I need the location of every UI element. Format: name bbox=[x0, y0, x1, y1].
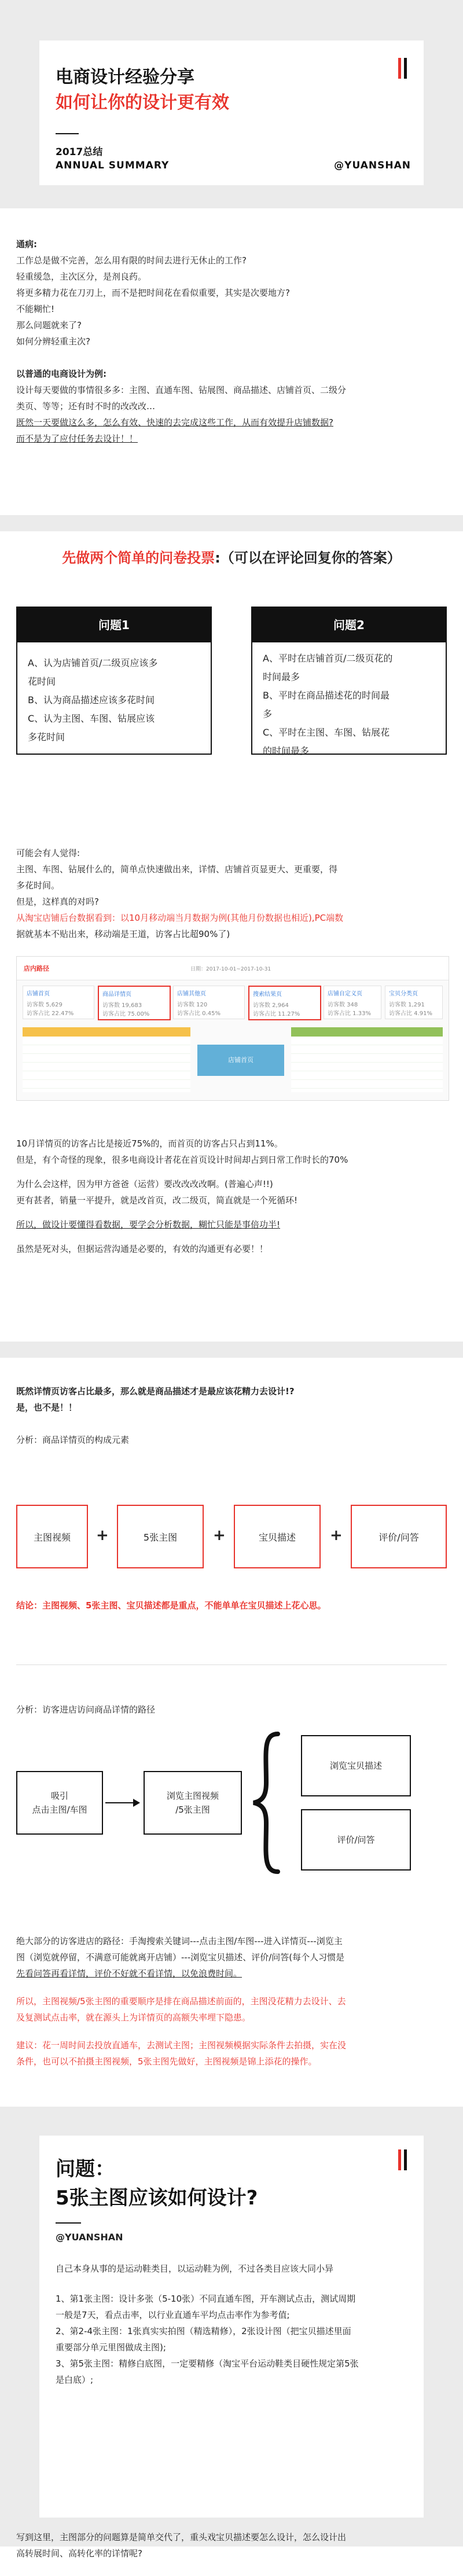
metric-name: 店铺其他页 bbox=[177, 991, 206, 997]
q1-option: 花时间 bbox=[28, 676, 56, 687]
metric-share: 访客占比 22.47% bbox=[27, 1010, 74, 1017]
footer-body bbox=[56, 2261, 403, 2388]
metric-card-highlight bbox=[248, 986, 321, 1020]
footer-card bbox=[39, 2136, 424, 2518]
analysis-line: 虽然是死对头，但据运营沟通是必要的，有效的沟通更有必要！！ bbox=[16, 1244, 269, 1254]
metric-value: 访客数 5,629 bbox=[27, 1002, 63, 1008]
metric-share: 访客占比 75.00% bbox=[102, 1011, 150, 1017]
footer-author: @YUANSHAN bbox=[56, 2232, 123, 2243]
header-title-line2: 如何让你的设计更有效 bbox=[56, 93, 229, 113]
intro-line: 工作总是做不完善，怎么用有限的时间去进行无休止的工作? bbox=[16, 255, 247, 266]
metric-share: 访客占比 11.27% bbox=[253, 1011, 300, 1017]
metric-value: 访客数 120 bbox=[177, 1002, 208, 1008]
vote-title-red: 先做两个简单的问卷投票 bbox=[62, 550, 215, 566]
path-line: 先看问答再看详情，评价不好就不看详情，以免浪费时间。 bbox=[16, 1968, 242, 1979]
dashboard-date: 日期：2017-10-01~2017-10-31 bbox=[190, 967, 271, 972]
conclusion-text: 结论：主图视频、5张主图、宝贝描述都是重点，不能单单在宝贝描述上花心思。 bbox=[16, 1600, 326, 1611]
black-accent-bar bbox=[404, 58, 407, 79]
intro-line: 如何分辨轻重主次? bbox=[16, 336, 90, 347]
opinion-line: 多花时间。 bbox=[16, 880, 60, 891]
daily-line: 既然一天要做这么多，怎么有效、快速的去完成这些工作，从而有效提升店铺数据? bbox=[16, 417, 333, 428]
q1-option: C、认为主图、车图、钻展应该 bbox=[28, 713, 155, 724]
element-box-main-images: 5张主图 bbox=[117, 1505, 204, 1568]
analysis-label: 分析：商品详情页的构成元素 bbox=[16, 1435, 130, 1445]
header-divider bbox=[56, 133, 79, 134]
data-note: 从淘宝店铺后台数据看到：以10月移动端当月数据为例(其他月份数据也相近),PC端数 bbox=[16, 913, 344, 923]
plus-sign: + bbox=[330, 1527, 343, 1544]
intro-line: 不能糊忙! bbox=[16, 304, 55, 314]
q2-option: C、平时在主图、车图、钻展花 bbox=[263, 727, 390, 738]
question-1-head: 问题1 bbox=[17, 608, 211, 642]
footer-line: 1、第1张主图：设计多张（5-10张）不同直通车图，开车测试点击，测试周期 bbox=[56, 2294, 356, 2304]
metric-card bbox=[385, 986, 443, 1019]
q1-option: A、认为店铺首页/二级页应该多 bbox=[28, 657, 158, 668]
closing-line: 高转展时间、高转化率的详情呢? bbox=[16, 2548, 142, 2559]
footer-line: 一般是7天，看点击率，以行业直通车平均点击率作为参考值; bbox=[56, 2310, 290, 2320]
daily-line: 而不是为了应付任务去设计！！ bbox=[16, 433, 138, 444]
opinion-section bbox=[16, 845, 447, 942]
closing-line: 写到这里，主图部分的问题算是简单交代了，重头戏宝贝描述要怎么设计，怎么设计出 bbox=[16, 2532, 347, 2542]
q2-option: A、平时在店铺首页/二级页花的 bbox=[263, 653, 393, 664]
table-row bbox=[23, 1054, 190, 1063]
section-separator bbox=[0, 515, 463, 531]
divider-line bbox=[16, 1664, 447, 1665]
analysis-line: 更有甚者，销量一平提升，就是改首页，改二级页，简直就是一个死循环! bbox=[16, 1195, 298, 1206]
intro-line: 轻重缓急，主次区分，是剂良药。 bbox=[16, 271, 147, 282]
flow-step-click bbox=[16, 1771, 103, 1835]
path-analysis-label: 分析：访客进店访问商品详情的路径 bbox=[16, 1704, 156, 1715]
footer-line: 重要部分单元里图做成主图); bbox=[56, 2342, 166, 2353]
metric-name: 店铺自定义页 bbox=[328, 991, 362, 997]
path-explanation bbox=[16, 1933, 447, 2070]
table-row bbox=[291, 1071, 443, 1080]
flow-arrow bbox=[105, 1802, 134, 1803]
summary-label: ANNUAL SUMMARY bbox=[56, 160, 170, 171]
daily-line: 设计每天要做的事情很多多：主图、直通车图、钻展图、商品描述、店铺首页、二级分 bbox=[16, 385, 347, 395]
analysis-line: 10月详情页的访客占比是接近75%的，而首页的访客占只占到11%。 bbox=[16, 1138, 283, 1149]
flow-step-browse-line: /5张主图 bbox=[175, 1805, 210, 1815]
flow-branch-description: 浏览宝贝描述 bbox=[301, 1735, 411, 1796]
table-row bbox=[291, 1080, 443, 1089]
table-row bbox=[23, 1080, 190, 1089]
metric-name: 宝贝分类页 bbox=[389, 991, 418, 997]
vote-title-black: :（可以在评论回复你的答案） bbox=[215, 550, 401, 566]
section-separator bbox=[0, 1342, 463, 1358]
intro-heading: 通病: bbox=[16, 239, 37, 249]
metric-card bbox=[324, 986, 381, 1019]
opinion-line: 可能会有人觉得: bbox=[16, 848, 80, 858]
header-title-line1: 电商设计经验分享 bbox=[56, 67, 194, 87]
table-row bbox=[291, 1054, 443, 1063]
flow-step-browse-line: 浏览主图视频 bbox=[166, 1791, 219, 1801]
flow-step-browse-main bbox=[144, 1771, 242, 1835]
closing-text bbox=[16, 2529, 447, 2562]
red-accent-bar bbox=[398, 2149, 401, 2170]
question-2-head: 问题2 bbox=[252, 608, 446, 642]
year-label: 2017总结 bbox=[56, 146, 103, 158]
store-path-dashboard bbox=[16, 956, 449, 1101]
dashboard-table-left bbox=[23, 1027, 190, 1092]
metric-card-highlight bbox=[98, 986, 171, 1020]
conclusion bbox=[16, 1597, 447, 1614]
path-line: 及复测试点击率，就在源头上为详情页的高额失率埋下隐患。 bbox=[16, 2012, 251, 2023]
question-1-card bbox=[16, 607, 212, 755]
table-row bbox=[23, 1071, 190, 1080]
q1-option: B、认为商品描述应该多花时间 bbox=[28, 694, 155, 705]
intro-section bbox=[16, 236, 447, 447]
metric-share: 访客占比 4.91% bbox=[389, 1010, 432, 1017]
footer-line: 3、第5张主图：精修白底图，一定要精修（淘宝平台运动鞋类目硬性规定第5张 bbox=[56, 2358, 359, 2369]
table-header bbox=[291, 1027, 443, 1037]
metric-value: 访客数 1,291 bbox=[389, 1002, 425, 1008]
path-line: 所以，主图视频/5张主图的重要顺序是排在商品描述前面的，主图没花精力去设计、去 bbox=[16, 1996, 346, 2007]
metric-share: 访客占比 1.33% bbox=[328, 1010, 371, 1017]
opinion-line: 但是，这样真的对吗? bbox=[16, 896, 99, 907]
daily-heading: 以普通的电商设计为例: bbox=[16, 369, 106, 379]
flow-step-click-line: 点击主图/车图 bbox=[32, 1805, 87, 1815]
plus-sign: + bbox=[96, 1527, 109, 1544]
metric-card bbox=[23, 986, 94, 1019]
flow-brace bbox=[249, 1730, 284, 1875]
metric-value: 访客数 2,964 bbox=[253, 1002, 289, 1009]
table-row bbox=[291, 1037, 443, 1045]
element-box-video: 主图视频 bbox=[16, 1505, 88, 1568]
analysis-section bbox=[16, 1136, 447, 1257]
analysis-line: 但是，有个奇怪的现象，很多电商设计者花在首页设计时间却占到日常工作时长的70% bbox=[16, 1155, 348, 1165]
metric-value: 访客数 19,683 bbox=[102, 1002, 142, 1009]
metric-name: 商品详情页 bbox=[102, 991, 131, 998]
dashboard-table-right bbox=[291, 1027, 443, 1092]
question-line: 既然详情页访客占比最多，那么就是商品描述才是最应该花精力去设计!? bbox=[16, 1386, 295, 1397]
analysis-line: 所以，做设计要懂得看数据，要学会分析数据，糊忙只能是事倍功半! bbox=[16, 1219, 281, 1230]
q1-option: 多花时间 bbox=[28, 732, 65, 743]
suggestion-line: 条件，也可以不拍摄主图视频，5张主图先做好，主图视频是锦上添花的操作。 bbox=[16, 2056, 317, 2067]
flow-step-click-line: 吸引 bbox=[50, 1791, 68, 1801]
table-header bbox=[23, 1027, 190, 1037]
question-2-card bbox=[251, 607, 447, 755]
table-row bbox=[23, 1045, 190, 1054]
q2-option: B、平时在商品描述花的时间最 bbox=[263, 690, 389, 701]
dashboard-center-node: 店铺首页 bbox=[197, 1045, 284, 1076]
table-row bbox=[291, 1045, 443, 1054]
flow-arrowhead bbox=[133, 1799, 140, 1807]
path-line: 图（浏览就停留，不满意可能就离开店铺）---浏览宝贝描述、评价/问答(每个人习惯是 bbox=[16, 1952, 345, 1963]
table-row bbox=[291, 1063, 443, 1071]
footer-line: 自己本身从事的是运动鞋类目，以运动鞋为例，不过各类目应该大同小异 bbox=[56, 2263, 334, 2274]
footer-divider bbox=[56, 2222, 81, 2224]
q2-option: 的时间最多 bbox=[263, 745, 310, 756]
metric-share: 访客占比 0.45% bbox=[177, 1010, 221, 1017]
element-box-description: 宝贝描述 bbox=[234, 1505, 321, 1568]
data-note-2: 据就基本不贴出来，移动端是王道，访客占比超90%了) bbox=[16, 929, 230, 939]
flow-branch-reviews: 评价/问答 bbox=[301, 1809, 411, 1871]
header-card bbox=[39, 41, 424, 185]
footer-line: 2、第2-4张主图：1张真实实拍图（精选精修），2张设计图（把宝贝描述里面 bbox=[56, 2326, 351, 2336]
footer-title-line1: 问题： bbox=[56, 2158, 115, 2181]
black-accent-bar bbox=[404, 2149, 407, 2170]
dashboard-title: 店内路径 bbox=[24, 965, 49, 972]
table-row bbox=[23, 1037, 190, 1045]
path-line: 绝大部分的访客进店的路径：手淘搜索关键词---点击主图/车图---进入详情页---浏览主 bbox=[16, 1936, 343, 1946]
table-row bbox=[23, 1063, 190, 1071]
footer-line: 是白底）; bbox=[56, 2375, 94, 2385]
analysis-line: 为什么会这样，因为甲方爸爸（运营）要改改改改啊。(普遍心声!!) bbox=[16, 1179, 273, 1189]
dashboard-topbar bbox=[17, 957, 449, 980]
metric-name: 店铺首页 bbox=[27, 991, 50, 997]
daily-line: 类页、等等；还有时不时的改改改… bbox=[16, 401, 156, 411]
suggestion-line: 建议：花一周时间去投放直通车，去测试主图；主图视频模据实际条件去拍摄，实在没 bbox=[16, 2040, 347, 2050]
intro-line: 那么问题就来了? bbox=[16, 320, 82, 330]
footer-title-line2: 5张主图应该如何设计? bbox=[56, 2187, 258, 2210]
metric-card bbox=[173, 986, 245, 1019]
author-label: @YUANSHAN bbox=[334, 160, 411, 171]
answer-line: 是，也不是！！ bbox=[16, 1402, 78, 1413]
q2-option: 时间最多 bbox=[263, 671, 300, 682]
q2-option: 多 bbox=[263, 708, 273, 719]
red-accent-bar bbox=[398, 58, 401, 79]
metric-value: 访客数 348 bbox=[328, 1002, 358, 1008]
element-box-reviews: 评价/问答 bbox=[351, 1505, 447, 1568]
plus-sign: + bbox=[213, 1527, 226, 1544]
vote-title bbox=[0, 546, 463, 567]
opinion-line: 主图、车图、钻展什么的，简单点快速做出来，详情、店铺首页显更大、更重要，得 bbox=[16, 864, 338, 874]
metric-name: 搜索结果页 bbox=[253, 991, 282, 998]
detail-elements-section bbox=[16, 1383, 447, 1448]
intro-line: 将更多精力花在刀刃上，而不是把时间花在看似重要，其实是次要地方? bbox=[16, 288, 290, 298]
